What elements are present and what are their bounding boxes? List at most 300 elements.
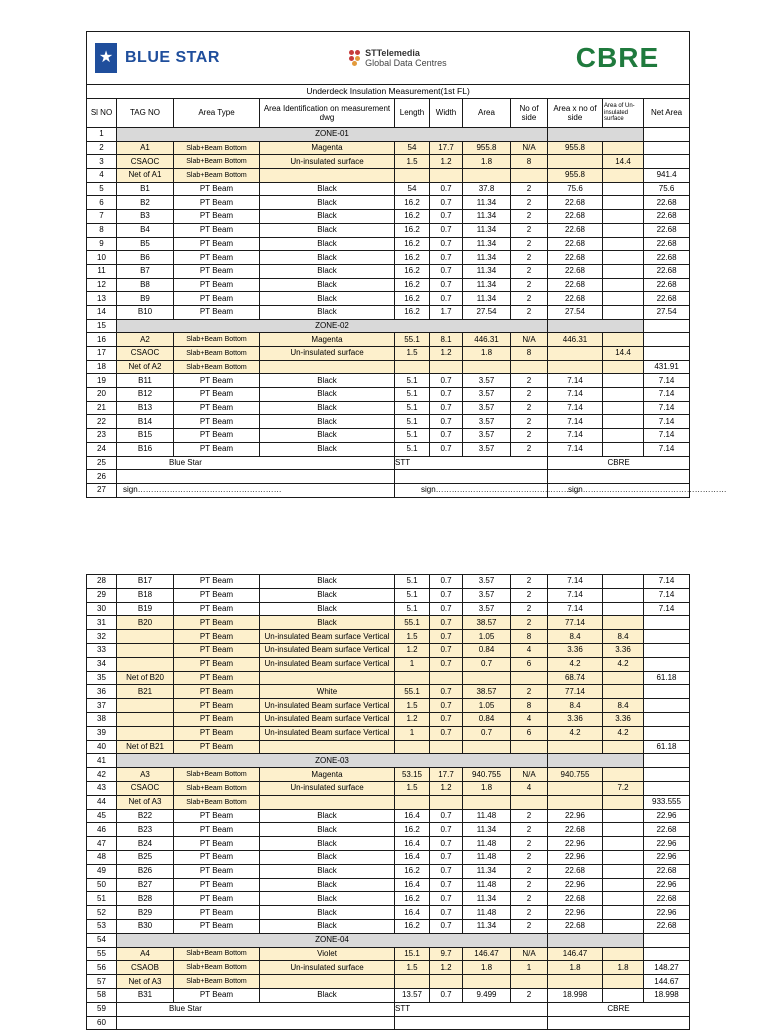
logo-header [87, 32, 690, 85]
cell-length: 5.1 [395, 374, 430, 388]
cell-sides [511, 671, 548, 685]
cell-sl: 52 [87, 906, 117, 920]
table-row [87, 685, 690, 699]
cell-area: 11.34 [463, 210, 511, 224]
cell-area-type: PT Beam [174, 823, 260, 837]
cell-net: 75.6 [644, 182, 690, 196]
cell-uninsulated [603, 906, 644, 920]
col-header: Area of Un-insulated surface [603, 99, 644, 128]
cell-area: 3.57 [463, 388, 511, 402]
cell-area-type: PT Beam [174, 919, 260, 933]
cell-area-id: Black [260, 251, 395, 265]
cell-sides: 2 [511, 442, 548, 456]
cell-area-id: Black [260, 182, 395, 196]
cell-area-x-sides [548, 155, 603, 169]
sign-line-stt: sign……………………………………………… [395, 483, 548, 497]
cell-sides: 8 [511, 630, 548, 644]
cell-sl: 51 [87, 892, 117, 906]
signoff-stt: STT [395, 456, 548, 470]
cell-area-type: PT Beam [174, 988, 260, 1002]
sign-line-cbre: sign……………………………………………… [548, 483, 690, 497]
table-row [87, 975, 690, 989]
cell-area-x-sides: 7.14 [548, 575, 603, 589]
cell-area-type: PT Beam [174, 906, 260, 920]
cell-net: 22.96 [644, 809, 690, 823]
cell-area-x-sides: 3.36 [548, 712, 603, 726]
table-row [87, 740, 690, 754]
cell-area-id: Un-insulated Beam surface Vertical [260, 712, 395, 726]
row-number: 15 [87, 319, 117, 333]
cell-net: 61.18 [644, 671, 690, 685]
cell-area-x-sides [548, 740, 603, 754]
cell-area-type: Slab+Beam Bottom [174, 169, 260, 183]
cell-sl: 14 [87, 305, 117, 319]
cell-area-type: PT Beam [174, 657, 260, 671]
cell-uninsulated [603, 685, 644, 699]
cell-net [644, 685, 690, 699]
cell-length [395, 740, 430, 754]
table-row [87, 809, 690, 823]
cell-area-id: Un-insulated surface [260, 155, 395, 169]
cell-sides: N/A [511, 768, 548, 782]
cell-tag: B4 [117, 223, 174, 237]
table-row [87, 837, 690, 851]
cell-area-id: Black [260, 401, 395, 415]
cell-area-type: PT Beam [174, 237, 260, 251]
cell-net [644, 947, 690, 961]
cell-area: 1.05 [463, 699, 511, 713]
cell-net: 22.96 [644, 878, 690, 892]
cell-length: 1.2 [395, 712, 430, 726]
cell-net [644, 712, 690, 726]
cell-uninsulated: 8.4 [603, 630, 644, 644]
cell-area-type: PT Beam [174, 643, 260, 657]
cell-sl: 21 [87, 401, 117, 415]
cell-sl: 45 [87, 809, 117, 823]
cell-length: 1.5 [395, 347, 430, 361]
cell-net: 22.68 [644, 292, 690, 306]
cell-area: 3.57 [463, 588, 511, 602]
cell-area-type: PT Beam [174, 809, 260, 823]
cell-length: 54 [395, 141, 430, 155]
cell-length: 1.2 [395, 643, 430, 657]
cell-net: 933.555 [644, 795, 690, 809]
cell-uninsulated [603, 196, 644, 210]
cell-width: 8.1 [430, 333, 463, 347]
cell-area-type: PT Beam [174, 429, 260, 443]
col-header: Length [395, 99, 430, 128]
cell-net: 18.998 [644, 988, 690, 1002]
cell-width: 0.7 [430, 223, 463, 237]
zone-heading: ZONE-01 [117, 128, 548, 142]
cell-uninsulated [603, 740, 644, 754]
cell-uninsulated [603, 878, 644, 892]
cell-area-x-sides: 7.14 [548, 442, 603, 456]
table-row [87, 251, 690, 265]
cell-tag: B1 [117, 182, 174, 196]
cell-length: 16.4 [395, 906, 430, 920]
cell-area-x-sides: 22.68 [548, 223, 603, 237]
cell-area-id: Magenta [260, 768, 395, 782]
cell-tag: B20 [117, 616, 174, 630]
cell-width [430, 169, 463, 183]
cell-sl: 46 [87, 823, 117, 837]
cell-tag: B15 [117, 429, 174, 443]
cell-sides: 2 [511, 388, 548, 402]
cell-sl: 12 [87, 278, 117, 292]
cell-sides: 2 [511, 401, 548, 415]
cell-tag [117, 643, 174, 657]
cell-area-id: Black [260, 892, 395, 906]
cell-sides [511, 360, 548, 374]
table-row [87, 933, 690, 947]
table-row [87, 795, 690, 809]
cell-area-id: Un-insulated Beam surface Vertical [260, 726, 395, 740]
cell-sides: 2 [511, 210, 548, 224]
cell-area-id: Un-insulated surface [260, 961, 395, 975]
cell-sides: 2 [511, 988, 548, 1002]
stt-logo: STTelemedia Global Data Centres [349, 48, 447, 69]
cell-uninsulated [603, 374, 644, 388]
cell-length: 16.4 [395, 837, 430, 851]
table-row [87, 575, 690, 589]
cell-width: 0.7 [430, 850, 463, 864]
table-row [87, 961, 690, 975]
table-row [87, 588, 690, 602]
table-row [87, 781, 690, 795]
cell-area-x-sides: 77.14 [548, 616, 603, 630]
cell-sides: 2 [511, 264, 548, 278]
cell-area [463, 360, 511, 374]
cell-area-id: Un-insulated surface [260, 347, 395, 361]
cell-uninsulated [603, 415, 644, 429]
table-row [87, 823, 690, 837]
cell-sl: 57 [87, 975, 117, 989]
cell-sl: 5 [87, 182, 117, 196]
cell-net: 22.96 [644, 837, 690, 851]
cell-net: 148.27 [644, 961, 690, 975]
col-header: Area Type [174, 99, 260, 128]
cell-tag: B12 [117, 388, 174, 402]
cell-area: 38.57 [463, 685, 511, 699]
cell-area-x-sides: 22.96 [548, 809, 603, 823]
table-row [87, 864, 690, 878]
cell-sides: 2 [511, 251, 548, 265]
table-row [87, 768, 690, 782]
cell-net: 22.68 [644, 919, 690, 933]
table-row [87, 347, 690, 361]
cell-uninsulated [603, 141, 644, 155]
cell-area-id: Un-insulated Beam surface Vertical [260, 643, 395, 657]
cell-width: 0.7 [430, 906, 463, 920]
cell-area-x-sides: 3.36 [548, 643, 603, 657]
cell-width [430, 795, 463, 809]
cell-sides: 2 [511, 305, 548, 319]
cell-area-id: Un-insulated Beam surface Vertical [260, 657, 395, 671]
cell-width: 0.7 [430, 196, 463, 210]
cell-sl: 17 [87, 347, 117, 361]
cell-length: 5.1 [395, 602, 430, 616]
table-row [87, 988, 690, 1002]
row-number: 41 [87, 754, 117, 768]
cell-area: 11.48 [463, 906, 511, 920]
table-row [87, 155, 690, 169]
cell-area-type: Slab+Beam Bottom [174, 795, 260, 809]
cell-area-type: PT Beam [174, 616, 260, 630]
col-header: Area x no of side [548, 99, 603, 128]
cell-area: 11.48 [463, 850, 511, 864]
cell-sl: 58 [87, 988, 117, 1002]
cell-width: 17.7 [430, 141, 463, 155]
cell-area [463, 740, 511, 754]
cell-area-x-sides: 22.68 [548, 237, 603, 251]
cell-area: 0.84 [463, 712, 511, 726]
cell-area: 38.57 [463, 616, 511, 630]
cell-tag [117, 712, 174, 726]
cell-sides: 2 [511, 182, 548, 196]
cell-net: 7.14 [644, 575, 690, 589]
table-row [87, 292, 690, 306]
cell-width: 0.7 [430, 657, 463, 671]
cell-uninsulated [603, 210, 644, 224]
cell-tag: B16 [117, 442, 174, 456]
cell-sl: 37 [87, 699, 117, 713]
cell-sl: 3 [87, 155, 117, 169]
cell-area: 11.34 [463, 264, 511, 278]
cell-width [430, 975, 463, 989]
cell-tag: A4 [117, 947, 174, 961]
cell-sides: 2 [511, 429, 548, 443]
cell-area-id: Black [260, 906, 395, 920]
cell-sides: 8 [511, 347, 548, 361]
cell-area-id [260, 795, 395, 809]
cell-sides: 2 [511, 864, 548, 878]
cell-length: 1.5 [395, 699, 430, 713]
cell-area-type: PT Beam [174, 712, 260, 726]
cell-tag: Net of A2 [117, 360, 174, 374]
cell-area: 11.34 [463, 237, 511, 251]
cell-sl: 48 [87, 850, 117, 864]
table-row [87, 169, 690, 183]
cell-area-type: PT Beam [174, 223, 260, 237]
cell-tag: B23 [117, 823, 174, 837]
cell-uninsulated [603, 864, 644, 878]
cell-net: 22.96 [644, 850, 690, 864]
cell-length: 16.2 [395, 264, 430, 278]
cell-sl: 35 [87, 671, 117, 685]
cell-length: 1 [395, 726, 430, 740]
cell-sides: 2 [511, 878, 548, 892]
cell-length: 5.1 [395, 429, 430, 443]
cell-uninsulated [603, 251, 644, 265]
cell-uninsulated [603, 823, 644, 837]
cell-length: 16.2 [395, 823, 430, 837]
cell-width: 0.7 [430, 823, 463, 837]
cell-uninsulated [603, 223, 644, 237]
zone-heading: ZONE-04 [117, 933, 548, 947]
table-row [87, 210, 690, 224]
cell-area-type: Slab+Beam Bottom [174, 360, 260, 374]
cell-length: 5.1 [395, 388, 430, 402]
cell-uninsulated: 14.4 [603, 155, 644, 169]
cell-width: 0.7 [430, 251, 463, 265]
cell-area: 1.8 [463, 961, 511, 975]
cell-area-id: Black [260, 878, 395, 892]
cell-area [463, 169, 511, 183]
cell-uninsulated [603, 975, 644, 989]
cell-length: 1.5 [395, 155, 430, 169]
table-row [87, 643, 690, 657]
cell-area: 146.47 [463, 947, 511, 961]
table-row [87, 671, 690, 685]
cell-length: 16.2 [395, 292, 430, 306]
cell-sl: 24 [87, 442, 117, 456]
table-row [87, 947, 690, 961]
cell-tag [117, 630, 174, 644]
cell-sl: 38 [87, 712, 117, 726]
cell-tag: B31 [117, 988, 174, 1002]
cell-area-type: PT Beam [174, 699, 260, 713]
cell-width [430, 740, 463, 754]
cell-net [644, 141, 690, 155]
cell-area: 37.8 [463, 182, 511, 196]
cell-uninsulated [603, 429, 644, 443]
cell-uninsulated: 8.4 [603, 699, 644, 713]
cell-uninsulated: 3.36 [603, 643, 644, 657]
cell-tag: B26 [117, 864, 174, 878]
cell-area-x-sides: 22.96 [548, 837, 603, 851]
cell-width: 0.7 [430, 699, 463, 713]
cell-width: 0.7 [430, 210, 463, 224]
cell-area-x-sides: 22.68 [548, 919, 603, 933]
cell-net: 7.14 [644, 442, 690, 456]
cell-area-type: PT Beam [174, 630, 260, 644]
cell-net: 22.96 [644, 906, 690, 920]
cell-uninsulated [603, 837, 644, 851]
cell-length [395, 671, 430, 685]
cell-width: 0.7 [430, 602, 463, 616]
cell-width: 1.2 [430, 961, 463, 975]
cell-uninsulated [603, 388, 644, 402]
cell-length: 1.5 [395, 961, 430, 975]
cell-sides: 2 [511, 837, 548, 851]
cell-net [644, 643, 690, 657]
cell-length: 16.2 [395, 251, 430, 265]
cell-width: 0.7 [430, 588, 463, 602]
cell-area: 940.755 [463, 768, 511, 782]
cell-sides: 2 [511, 374, 548, 388]
table-row [87, 415, 690, 429]
cell-area-type: Slab+Beam Bottom [174, 781, 260, 795]
cell-net: 22.68 [644, 223, 690, 237]
cell-area-id: Black [260, 196, 395, 210]
cell-width: 0.7 [430, 374, 463, 388]
cell-width: 0.7 [430, 864, 463, 878]
cell-area: 1.05 [463, 630, 511, 644]
cell-tag [117, 657, 174, 671]
cell-area-type: PT Beam [174, 602, 260, 616]
cell-width: 0.7 [430, 442, 463, 456]
cell-width: 0.7 [430, 726, 463, 740]
col-header: Width [430, 99, 463, 128]
cell-sides: 2 [511, 685, 548, 699]
cell-tag: B11 [117, 374, 174, 388]
cell-uninsulated [603, 795, 644, 809]
cell-tag: B24 [117, 837, 174, 851]
cell-net: 941.4 [644, 169, 690, 183]
cell-sl: 56 [87, 961, 117, 975]
cell-length [395, 975, 430, 989]
cell-tag: B8 [117, 278, 174, 292]
cell-area-type: PT Beam [174, 850, 260, 864]
cell-area-id: Magenta [260, 141, 395, 155]
cell-sl: 29 [87, 588, 117, 602]
cell-area-x-sides: 22.68 [548, 278, 603, 292]
cell-area: 3.57 [463, 374, 511, 388]
cell-tag: Net of A3 [117, 975, 174, 989]
cell-sl: 23 [87, 429, 117, 443]
cell-sl: 55 [87, 947, 117, 961]
cell-area: 27.54 [463, 305, 511, 319]
cell-width: 0.7 [430, 616, 463, 630]
table-row [87, 712, 690, 726]
cell-length: 55.1 [395, 333, 430, 347]
signoff-cbre: CBRE [548, 1002, 690, 1016]
cell-area-type: Slab+Beam Bottom [174, 975, 260, 989]
cell-sides [511, 740, 548, 754]
cell-length: 16.4 [395, 850, 430, 864]
cell-sl: 43 [87, 781, 117, 795]
cell-tag: B14 [117, 415, 174, 429]
cell-area: 11.34 [463, 892, 511, 906]
cell-area-id [260, 740, 395, 754]
cell-area-id: Black [260, 442, 395, 456]
cell-area-x-sides: 22.68 [548, 210, 603, 224]
cell-net: 61.18 [644, 740, 690, 754]
cell-area-type: PT Beam [174, 740, 260, 754]
cell-sl: 10 [87, 251, 117, 265]
cell-net: 431.91 [644, 360, 690, 374]
measurement-table-page-2 [86, 574, 690, 1030]
cell-net [644, 630, 690, 644]
cell-width: 0.7 [430, 415, 463, 429]
cell-net: 22.68 [644, 210, 690, 224]
cell-area-type: PT Beam [174, 685, 260, 699]
cell-area-id: Black [260, 278, 395, 292]
cell-area-id: Un-insulated Beam surface Vertical [260, 699, 395, 713]
cell-sides: 2 [511, 575, 548, 589]
cell-area-type: Slab+Beam Bottom [174, 141, 260, 155]
cell-uninsulated [603, 892, 644, 906]
cell-uninsulated: 7.2 [603, 781, 644, 795]
table-row [87, 196, 690, 210]
cell-area-type: PT Beam [174, 401, 260, 415]
cell-width: 0.7 [430, 878, 463, 892]
cell-tag: A1 [117, 141, 174, 155]
star-icon: ★ [95, 43, 117, 73]
cell-width [430, 671, 463, 685]
cell-width: 9.7 [430, 947, 463, 961]
cell-uninsulated [603, 850, 644, 864]
cell-net [644, 699, 690, 713]
cell-area-id [260, 169, 395, 183]
col-header: Sl NO [87, 99, 117, 128]
cell-area-type: PT Beam [174, 210, 260, 224]
table-row [87, 278, 690, 292]
cell-length: 16.2 [395, 305, 430, 319]
cell-area-id: Black [260, 809, 395, 823]
signoff-stt: STT [395, 1002, 548, 1016]
